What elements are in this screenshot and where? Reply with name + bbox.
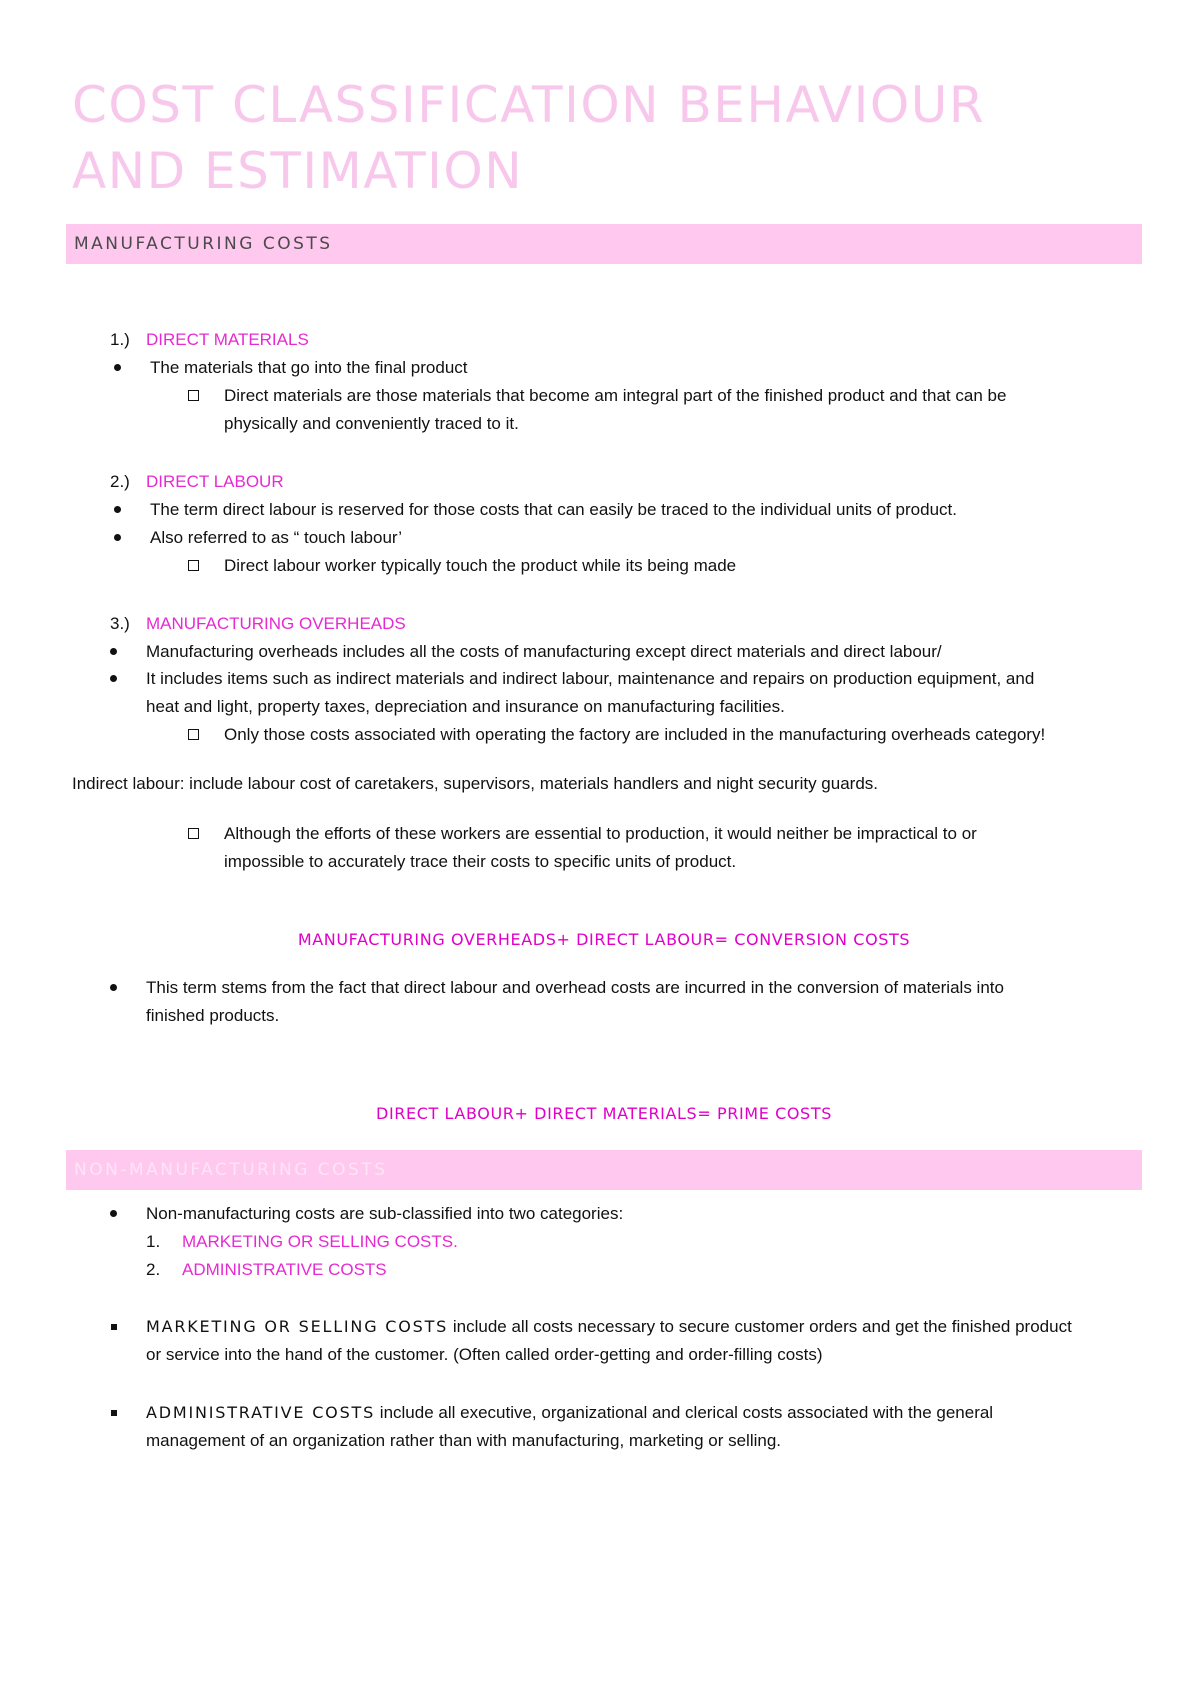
marketing-costs-line-2: or service into the hand of the customer. (Often called order-getting and order-filling costs) <box>146 1345 823 1364</box>
marketing-costs-term: MARKETING OR SELLING COSTS <box>146 1317 449 1336</box>
indirect-sub-line-1: Although the efforts of these workers are essential to production, it would neither be impractical to or <box>224 824 977 843</box>
dm-sub-line-2: physically and conveniently traced to it. <box>224 414 519 433</box>
nonmfg-intro: Non-manufacturing costs are sub-classified into two categories: <box>146 1204 624 1223</box>
administrative-costs-line-1 <box>146 1399 993 1427</box>
nonmfg-item-2: ADMINISTRATIVE COSTS <box>182 1260 387 1279</box>
dl-bullet-1: The term direct labour is reserved for those costs that can easily be traced to the individual units of product. <box>150 500 957 519</box>
conversion-costs-formula: MANUFACTURING OVERHEADS+ DIRECT LABOUR= CONVERSION COSTS <box>297 930 911 949</box>
bullet-dot <box>110 675 117 682</box>
mo-number: 3.) <box>110 614 130 633</box>
checkbox-bullet-icon <box>188 560 199 571</box>
checkbox-bullet-icon <box>188 729 199 740</box>
dl-bullet-2: Also referred to as “ touch labour’ <box>150 528 402 547</box>
bullet-dot <box>110 984 117 991</box>
section-heading-manufacturing-costs: MANUFACTURING COSTS <box>66 224 1142 264</box>
title-line-2: AND ESTIMATION <box>72 142 524 200</box>
nonmfg-item-1-number: 1. <box>146 1232 161 1251</box>
administrative-costs-definition: include all executive, organizational and clerical costs associated with the general <box>375 1403 994 1422</box>
prime-costs-formula: DIRECT LABOUR+ DIRECT MATERIALS= PRIME COSTS <box>376 1104 832 1123</box>
conversion-bullet-line-1: This term stems from the fact that direct labour and overhead costs are incurred in the conversion of materials into <box>146 978 1004 997</box>
indirect-sub-line-2: impossible to accurately trace their costs to specific units of product. <box>224 852 737 871</box>
mo-bullet-2-line-1: It includes items such as indirect materials and indirect labour, maintenance and repairs on production equipment, and <box>146 669 1035 688</box>
dm-sub-line-1: Direct materials are those materials that become am integral part of the finished product and that can be <box>224 386 1007 405</box>
section-heading-non-manufacturing-costs: NON-MANUFACTURING COSTS <box>66 1150 1142 1190</box>
bullet-dot <box>114 364 121 371</box>
conversion-bullet-line-2: finished products. <box>146 1006 280 1025</box>
mo-sub: Only those costs associated with operating the factory are included in the manufacturing overheads category! <box>224 725 1046 744</box>
mo-heading: MANUFACTURING OVERHEADS <box>146 614 406 633</box>
square-bullet-icon <box>111 1410 117 1416</box>
square-bullet-icon <box>111 1324 117 1330</box>
dm-bullet: The materials that go into the final product <box>150 358 468 377</box>
bullet-dot <box>110 1210 117 1217</box>
indirect-labour-text: Indirect labour: include labour cost of caretakers, supervisors, materials handlers and night security guards. <box>72 774 879 793</box>
checkbox-bullet-icon <box>188 390 199 401</box>
nonmfg-item-2-number: 2. <box>146 1260 161 1279</box>
checkbox-bullet-icon <box>188 828 199 839</box>
dl-heading: DIRECT LABOUR <box>146 472 284 491</box>
administrative-costs-line-2: management of an organization rather than with manufacturing, marketing or selling. <box>146 1431 782 1450</box>
mo-bullet-1: Manufacturing overheads includes all the costs of manufacturing except direct materials and direct labour/ <box>146 642 942 661</box>
bullet-dot <box>110 648 117 655</box>
marketing-costs-line-1 <box>146 1313 1072 1341</box>
administrative-costs-term: ADMINISTRATIVE COSTS <box>146 1403 376 1422</box>
marketing-costs-definition: include all costs necessary to secure customer orders and get the finished product <box>448 1317 1072 1336</box>
dl-sub: Direct labour worker typically touch the product while its being made <box>224 556 737 575</box>
dl-number: 2.) <box>110 472 130 491</box>
title-line-1: COST CLASSIFICATION BEHAVIOUR <box>72 76 986 134</box>
nonmfg-item-1: MARKETING OR SELLING COSTS. <box>182 1232 458 1251</box>
bullet-dot <box>114 534 121 541</box>
bullet-dot <box>114 506 121 513</box>
mo-bullet-2-line-2: heat and light, property taxes, depreciation and insurance on manufacturing facilities. <box>146 697 785 716</box>
document-title <box>72 72 1132 204</box>
dm-number: 1.) <box>110 330 130 349</box>
dm-heading: DIRECT MATERIALS <box>146 330 309 349</box>
